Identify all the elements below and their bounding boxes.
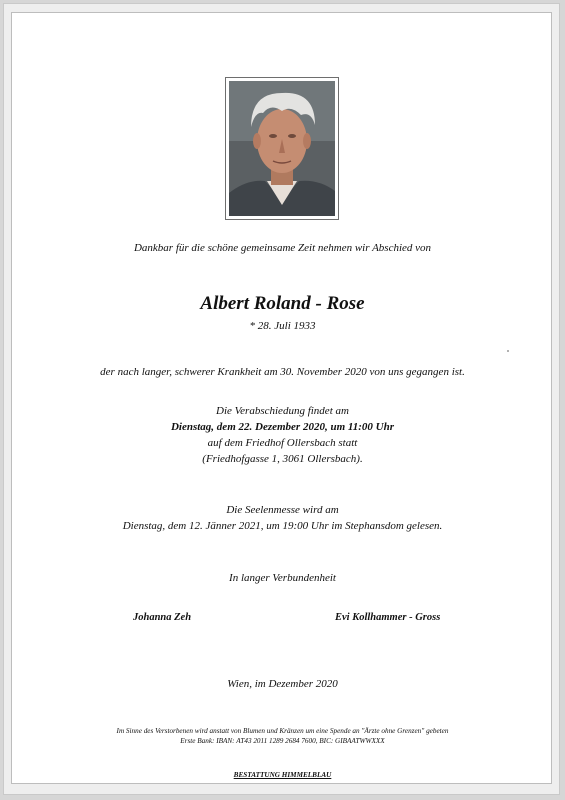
mass-line-2: Dienstag, dem 12. Jänner 2021, um 19:00 Uhr im Stephansdom gelesen. — [122, 520, 443, 532]
death-notice: der nach langer, schwerer Krankheit am 30. November 2020 von uns gegangen ist. — [100, 366, 465, 378]
closing-text: In langer Verbundenheit — [229, 572, 336, 584]
donation-note: Im Sinne des Verstorbenen wird anstatt von Blumen und Kränzen um eine Spende an "Ärzte ohne Grenzen" gebeten — [116, 727, 449, 735]
deceased-name: Albert Roland - Rose — [200, 293, 365, 314]
signature-1: Johanna Zeh — [133, 612, 192, 623]
farewell-location: auf dem Friedhof Ollersbach statt — [207, 437, 358, 449]
intro-text: Dankbar für die schöne gemeinsame Zeit nehmen wir Abschied von — [133, 242, 432, 254]
farewell-address: (Friedhofgasse 1, 3061 Ollersbach). — [202, 453, 363, 465]
portrait-photo — [225, 77, 339, 220]
mass-line-1: Die Seelenmesse wird am — [226, 504, 339, 516]
funeral-home: BESTATTUNG HIMMELBLAU — [233, 771, 332, 779]
farewell-line-1: Die Verabschiedung findet am — [216, 405, 349, 417]
birth-date: * 28. Juli 1933 — [249, 320, 316, 332]
farewell-date: Dienstag, dem 22. Dezember 2020, um 11:00 Uhr — [170, 421, 395, 433]
bank-details: Erste Bank: IBAN: AT43 2011 1289 2684 7600, BIC: GIBAATWWXXX — [180, 737, 385, 745]
place-date: Wien, im Dezember 2020 — [227, 678, 338, 690]
stray-mark — [507, 350, 509, 352]
signature-2: Evi Kollhammer - Gross — [335, 612, 441, 623]
